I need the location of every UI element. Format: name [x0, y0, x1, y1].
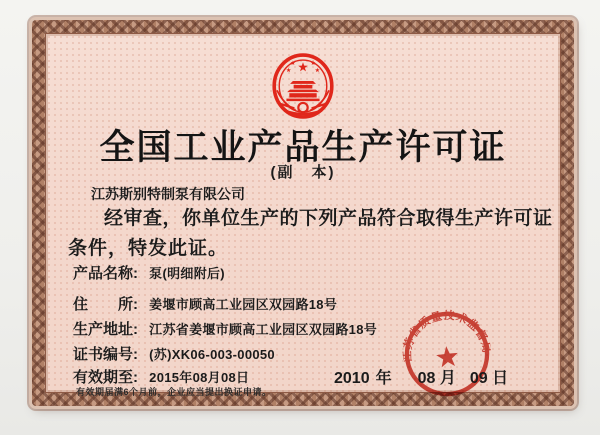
- body-text-line2: 条件，特发此证。: [68, 238, 229, 259]
- field-production-address: [73, 318, 377, 339]
- certificate-paper: [45, 33, 561, 397]
- field-residence-label: 住 所:: [73, 296, 138, 313]
- field-production-address-value: 江苏省姜堰市顾高工业园区双园路18号: [149, 322, 378, 337]
- issue-year: 2010: [334, 370, 370, 387]
- issue-date: [334, 365, 508, 388]
- issue-day: 09: [469, 370, 488, 387]
- china-national-emblem-icon: [267, 52, 339, 120]
- field-certificate-number: [73, 343, 275, 364]
- company-name: 江苏斯别特制泵有限公司: [91, 186, 245, 202]
- seal-text: 江苏省质量技术监督局: [401, 309, 493, 363]
- issue-day-label: 日: [492, 370, 509, 387]
- body-text-line1: 经审查，你单位生产的下列产品符合取得生产许可证: [104, 208, 553, 229]
- field-product-name-value: 泵(明细附后): [149, 266, 225, 281]
- field-certificate-number-value: (苏)XK06-003-00050: [149, 347, 275, 362]
- field-product-name: [73, 262, 225, 283]
- issue-month: 08: [417, 370, 436, 387]
- field-certificate-number-label: 证书编号:: [73, 346, 138, 363]
- field-product-name-label: 产品名称:: [73, 265, 138, 282]
- certificate-subtitle-duplicate-copy: (副 本): [270, 164, 336, 181]
- field-production-address-label: 生产地址:: [73, 321, 138, 338]
- renewal-note: 有效期届满6个月前，企业应当提出换证申请。: [76, 387, 272, 397]
- certificate-title: 全国工业产品生产许可证: [99, 128, 507, 167]
- field-valid-until-label: 有效期至:: [73, 369, 138, 386]
- field-valid-until: [73, 366, 249, 387]
- issue-year-label: 年: [375, 370, 392, 387]
- issue-month-label: 月: [439, 370, 456, 387]
- certificate-decorative-border: [32, 20, 574, 406]
- field-residence: [73, 293, 337, 314]
- field-valid-until-value: 2015年08月08日: [149, 370, 250, 385]
- field-residence-value: 姜堰市顾高工业园区双园路18号: [149, 297, 338, 312]
